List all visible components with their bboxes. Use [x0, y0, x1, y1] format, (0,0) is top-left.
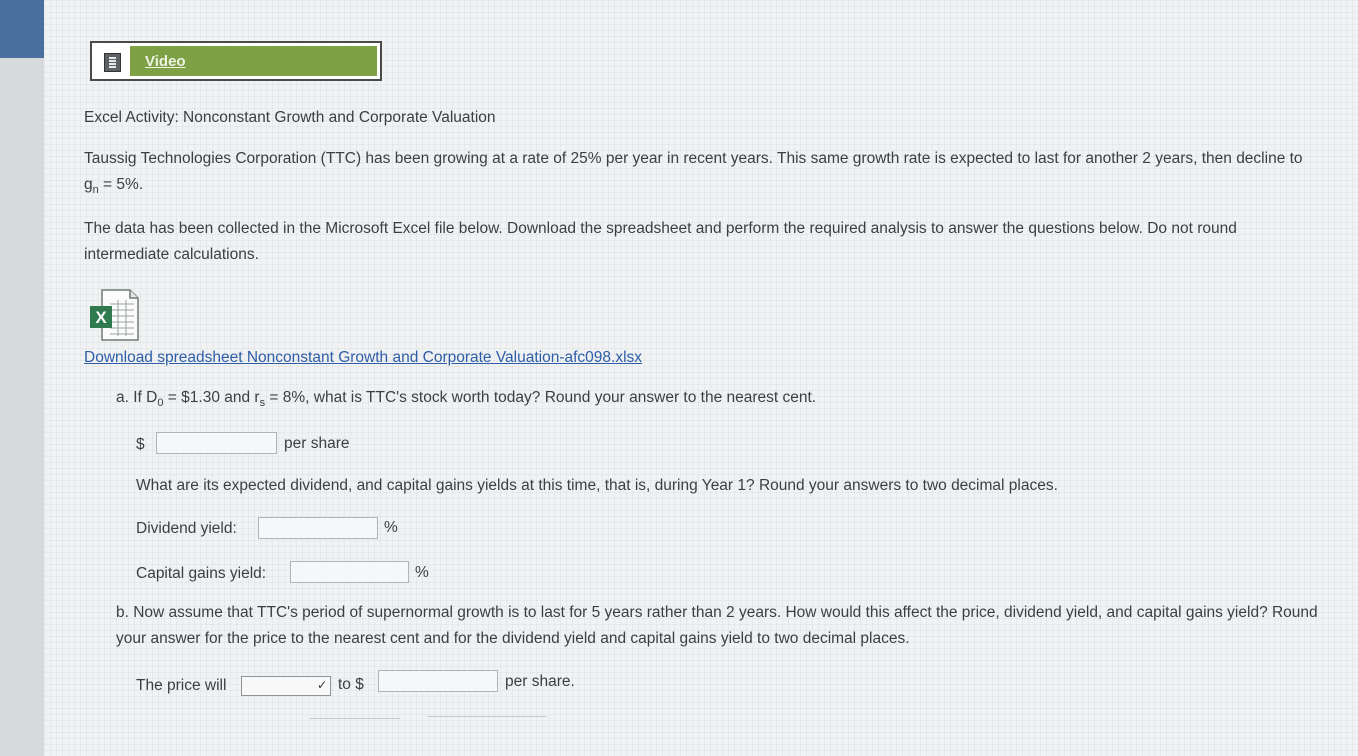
left-sidebar: [0, 0, 44, 756]
price-input[interactable]: [156, 432, 277, 454]
price-direction-select[interactable]: [241, 676, 331, 696]
dividend-yield-label: Dividend yield:: [136, 520, 237, 537]
excel-file-icon[interactable]: [88, 288, 140, 342]
instructions-paragraph: The data has been collected in the Microsoft Excel file below. Download the spreadsheet and perform the required analysis to answer the questions below. Do not round intermediate calculations.: [84, 220, 1237, 263]
video-icon: [104, 53, 121, 72]
question-a: a. If $D_0$ = $1.30 and $r_s = 8\%$, what is TTC's stock worth today? Round your answer to the nearest cent.: [116, 389, 817, 410]
yields-question: What are its expected dividend, and capital gains yields at this time, that is, during Year 1? Round your answers to two decimal places.: [136, 477, 1058, 494]
dividend-yield-input[interactable]: [258, 517, 378, 539]
divider: [428, 716, 546, 717]
svg-text:X: X: [95, 308, 107, 327]
currency-symbol: $: [136, 436, 145, 453]
dividend-percent: %: [384, 519, 398, 536]
sidebar-tab[interactable]: [0, 0, 44, 58]
download-spreadsheet-link[interactable]: Download spreadsheet Nonconstant Growth and Corporate Valuation-afc098.xlsx: [84, 349, 643, 366]
to-dollar-label: to $: [338, 676, 364, 693]
video-label[interactable]: Video: [145, 53, 186, 70]
capital-gains-yield-input[interactable]: [290, 561, 409, 583]
divider: [310, 718, 400, 719]
per-share-label: per share: [284, 435, 350, 452]
new-price-input[interactable]: [378, 670, 498, 692]
chevron-down-icon[interactable]: ✓: [316, 678, 327, 692]
per-share-b-label: per share.: [505, 673, 575, 690]
price-will-label: The price will: [136, 677, 227, 694]
capital-gains-percent: %: [415, 564, 429, 581]
activity-title: Excel Activity: Nonconstant Growth and Corporate Valuation: [84, 109, 496, 126]
video-button[interactable]: [90, 41, 382, 81]
capital-gains-yield-label: Capital gains yield:: [136, 565, 267, 582]
intro-paragraph: Taussig Technologies Corporation (TTC) has been growing at a rate of 25% per year in recent years. This same growth rate is expected to last for another 2 years, then decline to $g_n = 5\%$.: [84, 150, 1303, 197]
question-b: b. Now assume that TTC's period of supernormal growth is to last for 5 years rather than 2 years. How would this affect the price, dividend yield, and capital gains yield? Round your answer for the price to the nearest cent and for the dividend yield and capital gains yield to two decimal places.: [116, 604, 1318, 647]
